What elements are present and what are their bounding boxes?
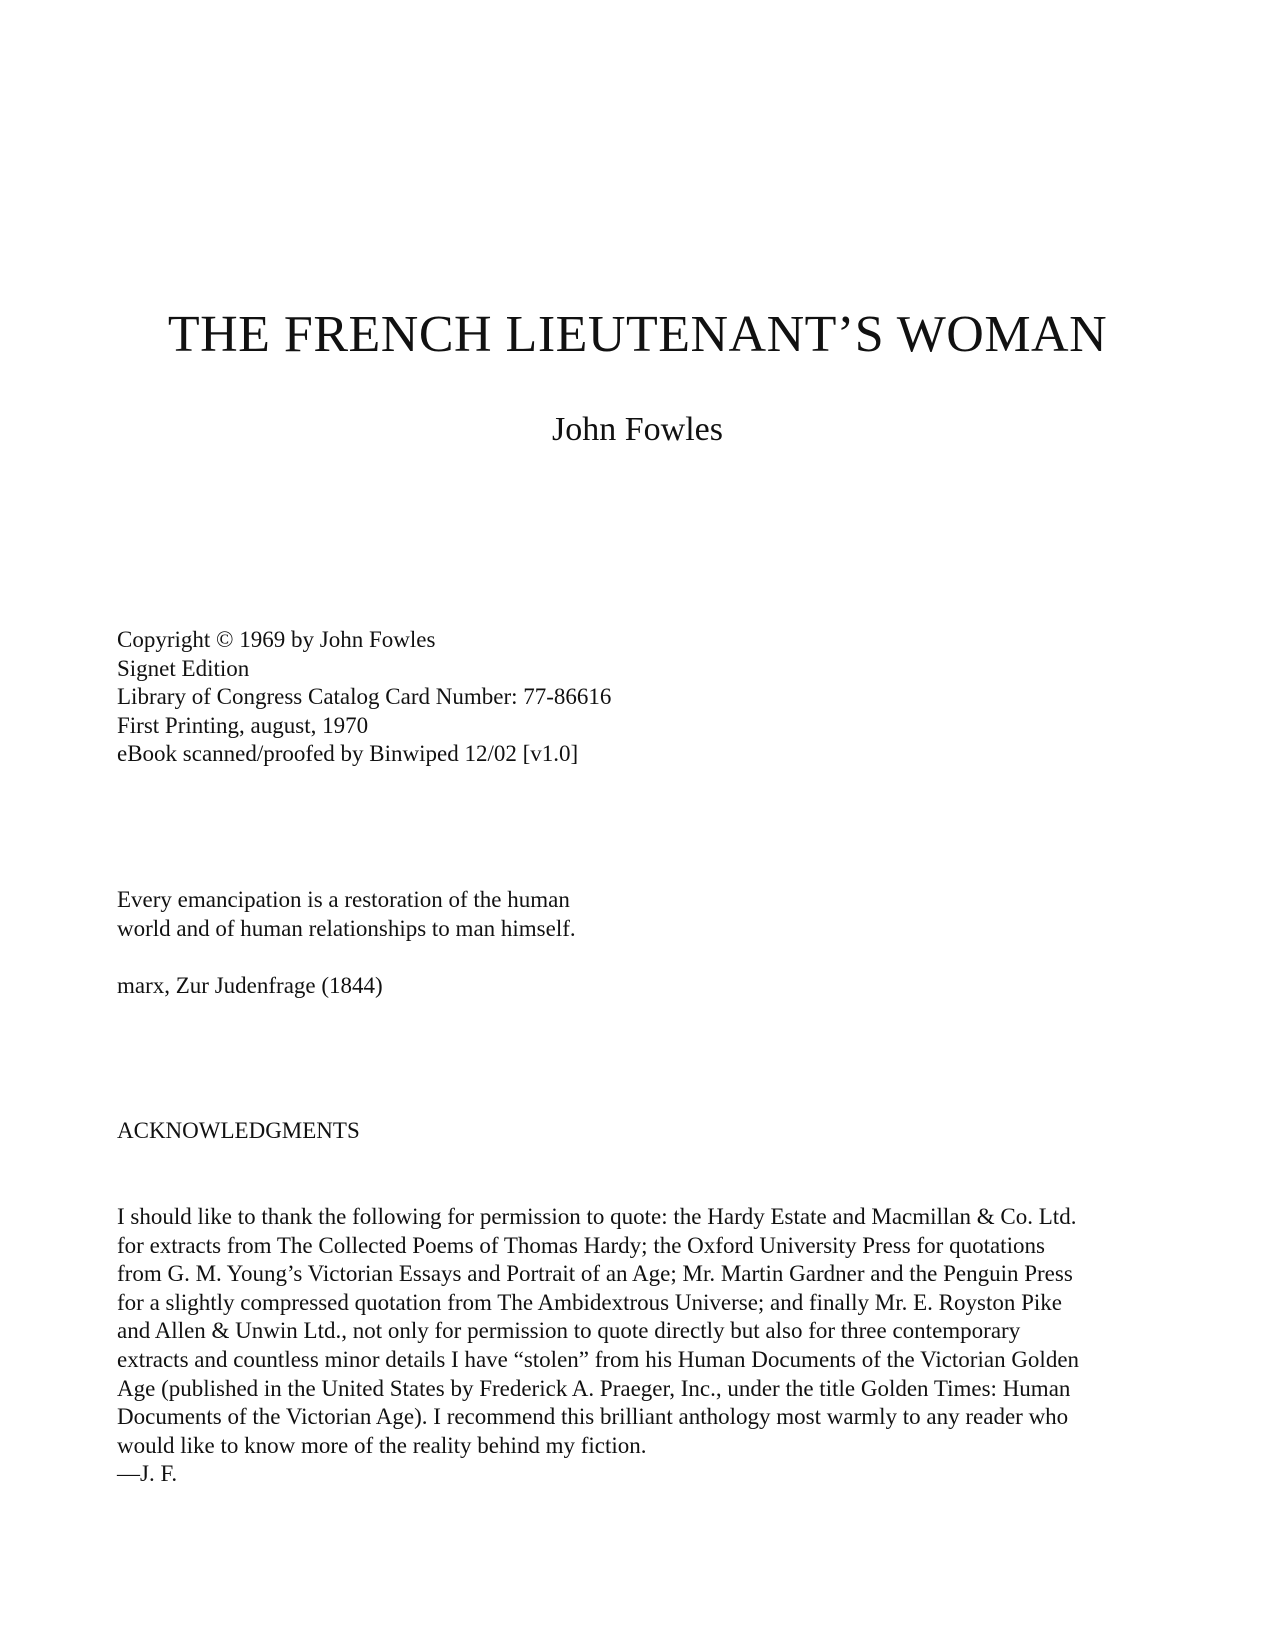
acknowledgments-signature: —J. F. [117, 1461, 178, 1487]
catalog-number-line: Library of Congress Catalog Card Number: 77-86616 [117, 684, 612, 710]
ebook-credit-line: eBook scanned/proofed by Binwiped 12/02 [v1.0] [117, 741, 579, 767]
attribution-line: marx, Zur Judenfrage (1844) [117, 973, 383, 998]
epigraph [117, 886, 576, 943]
acknowledgments-line: for a slightly compressed quotation from The Ambidextrous Universe; and finally Mr. E. Royston Pike [117, 1289, 1062, 1315]
acknowledgments-line: and Allen & Unwin Ltd., not only for permission to quote directly but also for three contemporary [117, 1318, 1021, 1344]
acknowledgments-line: Age (published in the United States by Frederick A. Praeger, Inc., under the title Golden Times: Human [117, 1375, 1071, 1401]
book-author: John Fowles [552, 411, 723, 448]
printing-line: First Printing, august, 1970 [117, 712, 369, 738]
acknowledgments-line: from G. M. Young’s Victorian Essays and Portrait of an Age; Mr. Martin Gardner and the Penguin Press [117, 1261, 1073, 1287]
copyright-line: Copyright © 1969 by John Fowles [117, 627, 436, 652]
acknowledgments-line: I should like to thank the following for permission to quote: the Hardy Estate and Macmillan & Co. Ltd. [117, 1204, 1077, 1229]
acknowledgments-body [117, 1203, 1177, 1489]
epigraph-attribution [117, 972, 383, 1001]
edition-line: Signet Edition [117, 655, 250, 681]
acknowledgments-line: would like to know more of the reality behind my fiction. [117, 1432, 647, 1458]
epigraph-line: world and of human relationships to man himself. [117, 915, 576, 941]
book-title: THE FRENCH LIEUTENANT’S WOMAN [167, 306, 1108, 363]
acknowledgments-line: Documents of the Victorian Age). I recommend this brilliant anthology most warmly to any reader who [117, 1404, 1069, 1430]
copyright-block [117, 626, 611, 769]
acknowledgments-heading-text: ACKNOWLEDGMENTS [117, 1118, 360, 1143]
acknowledgments-line: extracts and countless minor details I have “stolen” from his Human Documents of the Victorian Golden [117, 1346, 1080, 1372]
acknowledgments-heading [117, 1117, 360, 1146]
epigraph-line: Every emancipation is a restoration of the human [117, 887, 570, 912]
acknowledgments-line: for extracts from The Collected Poems of Thomas Hardy; the Oxford University Press for quotations [117, 1232, 1045, 1258]
